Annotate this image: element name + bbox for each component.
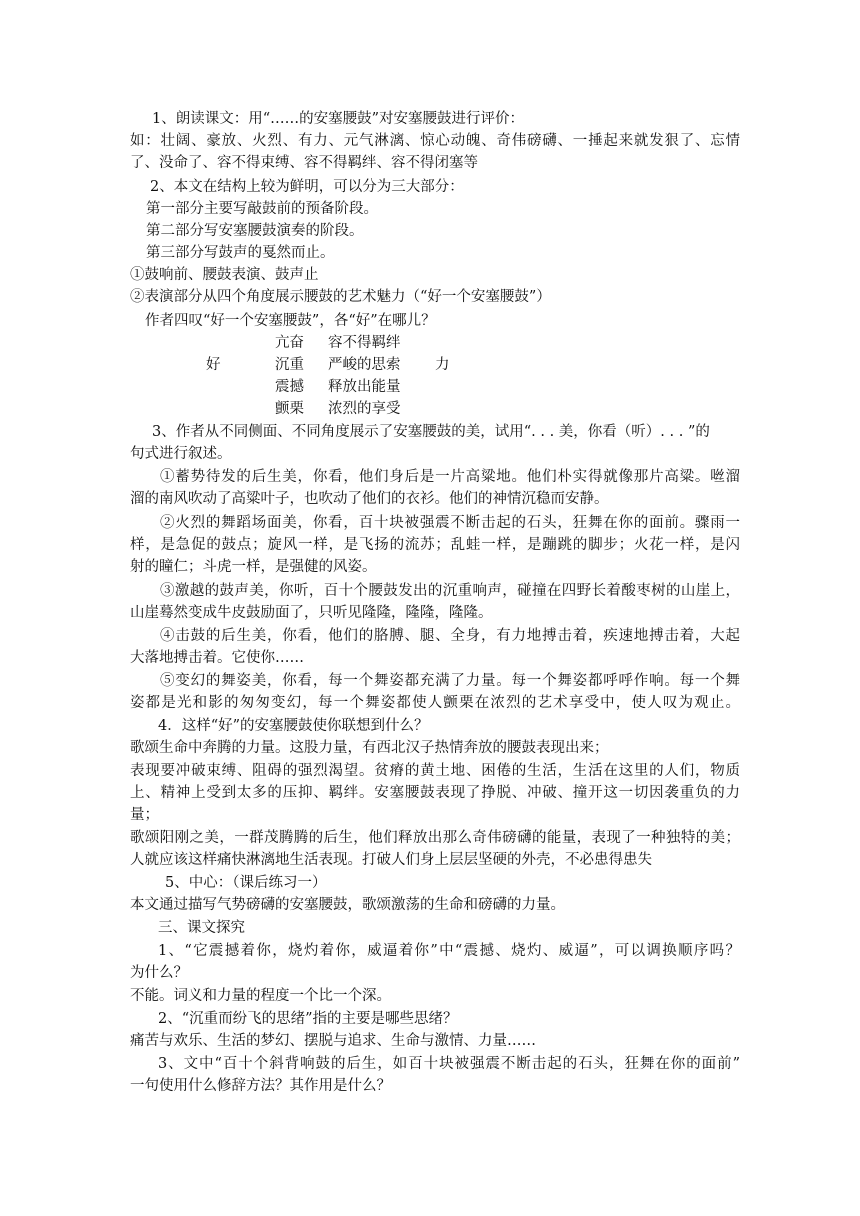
item-1-line-1: ①蓄势待发的后生美，你看，他们身后是一片高粱地。他们朴实得就像那片高粱。咝溜 <box>160 469 740 485</box>
item-2-line-1: ②火烈的舞蹈场面美，你看，百十块被强震不断击起的石头，狂舞在你的面前。骤雨一 <box>160 515 740 531</box>
item-4-line-1: ④击鼓的后生美，你看，他们的胳膊、腿、全身，有力地搏击着，疾速地搏击着，大起 <box>160 628 740 644</box>
explore-q1-line-1: 1、“它震撼着你，烧灼着你，威逼着你”中“震撼、烧灼、威逼”，可以调换顺序吗？ <box>158 943 740 959</box>
explore-q3-line-1: 3、文中“百十个斜背响鼓的后生，如百十块被强震不断击起的石头，狂舞在你的面前” <box>158 1056 740 1072</box>
association-answer-2-line-3: 量； <box>130 807 159 823</box>
good-row-4-desc: 浓烈的享受 <box>328 401 401 417</box>
good-row-2-term: 沉重 <box>275 357 304 373</box>
item-4-line-2: 大落地搏击着。它使你…… <box>130 650 304 666</box>
item-2-line-2: 样，是急促的鼓点；旋风一样，是飞扬的流苏；乱蛙一样，是蹦跳的脚步；火花一样，是闪 <box>130 537 740 553</box>
item-2-line-3: 射的瞳仁；斗虎一样，是强健的风姿。 <box>130 559 377 575</box>
association-answer-1: 歌颂生命中奔腾的力量。这股力量，有西北汉子热情奔放的腰鼓表现出来； <box>130 740 609 756</box>
structure-title: 2、本文在结构上较为鲜明，可以分为三大部分： <box>150 179 464 195</box>
association-answer-2-line-2: 上、精神上受到太多的压抑、羁绊。安塞腰鼓表现了挣脱、冲破、撞开这一切因袭重负的力 <box>130 785 740 801</box>
center-text: 本文通过描写气势磅礴的安塞腰鼓，歌颂激荡的生命和磅礴的力量。 <box>130 897 565 913</box>
structure-part-2: 第二部分写安塞腰鼓演奏的阶段。 <box>146 223 364 239</box>
structure-summary-1: ①鼓响前、腰鼓表演、鼓声止 <box>130 267 319 283</box>
good-row-3-desc: 释放出能量 <box>328 379 401 395</box>
good-row-3-term: 震撼 <box>275 379 304 395</box>
association-answer-3-line-1: 歌颂阳刚之美，一群茂腾腾的后生，他们释放出那么奇伟磅礴的能量，表现了一种独特的美； <box>130 830 740 846</box>
explore-heading: 三、课文探究 <box>158 920 245 936</box>
good-row-2-desc: 严峻的思索 <box>328 357 401 373</box>
structure-part-3: 第三部分写鼓声的戛然而止。 <box>146 245 335 261</box>
item-5-line-1: ⑤变幻的舞姿美，你看，每一个舞姿都充满了力量。每一个舞姿都呼呼作响。每一个舞 <box>160 673 740 689</box>
item-3-line-2: 山崖蓦然变成牛皮鼓励面了，只听见隆隆，隆隆，隆隆。 <box>130 605 493 621</box>
item-3-line-1: ③激越的鼓声美，你听，百十个腰鼓发出的沉重响声，碰撞在四野长着酸枣树的山崖上， <box>160 583 740 599</box>
explore-q1-line-2: 为什么？ <box>130 965 188 981</box>
structure-summary-2: ②表演部分从四个角度展示腰鼓的艺术魅力（“好一个安塞腰鼓”） <box>130 289 551 305</box>
power-label: 力 <box>435 357 450 373</box>
good-row-1-desc: 容不得羁绊 <box>328 335 401 351</box>
angles-question-line-1: 3、作者从不同侧面、不同角度展示了安塞腰鼓的美，试用“. . . 美，你看（听）. . . ”的 <box>152 424 710 440</box>
center-title: 5、中心：（课后练习一） <box>165 875 327 891</box>
evaluation-words-line-1: 如：壮阔、豪放、火烈、有力、元气淋漓、惊心动魄、奇伟磅礴、一捶起来就发狠了、忘情 <box>130 133 740 149</box>
explore-q3-line-2: 一句使用什么修辞方法？其作用是什么？ <box>130 1078 391 1094</box>
evaluation-words-line-2: 了、没命了、容不得束缚、容不得羁绊、容不得闭塞等 <box>130 155 478 171</box>
good-row-1-term: 亢奋 <box>275 335 304 351</box>
item-5-line-2: 姿都是光和影的匆匆变幻，每一个舞姿都使人颤栗在浓烈的艺术享受中，使人叹为观止。 <box>130 695 740 711</box>
four-praises-question: 作者四叹“好一个安塞腰鼓”，各“好”在哪儿？ <box>145 313 436 329</box>
structure-part-1: 第一部分主要写敲鼓前的预备阶段。 <box>146 201 378 217</box>
association-question: 4．这样“好”的安塞腰鼓使你联想到什么？ <box>158 718 429 734</box>
association-answer-3-line-2: 人就应该这样痛快淋漓地生活表现。打破人们身上层层坚硬的外壳，不必患得患失 <box>130 852 652 868</box>
angles-question-line-2: 句式进行叙述。 <box>130 446 232 462</box>
explore-q2: 2、“沉重而纷飞的思绪”指的主要是哪些思绪？ <box>158 1011 458 1027</box>
item-1-line-2: 溜的南风吹动了高粱叶子，也吹动了他们的衣衫。他们的神情沉稳而安静。 <box>130 491 609 507</box>
explore-a2: 痛苦与欢乐、生活的梦幻、摆脱与追求、生命与激情、力量…… <box>130 1033 536 1049</box>
association-answer-2-line-1: 表现要冲破束缚、阻碍的强烈渴望。贫瘠的黄土地、困倦的生活，生活在这里的人们，物质 <box>130 763 740 779</box>
explore-a1: 不能。词义和力量的程度一个比一个深。 <box>130 988 391 1004</box>
good-row-4-term: 颤栗 <box>275 401 304 417</box>
reading-instruction: 1、朗读课文：用“……的安塞腰鼓”对安塞腰鼓进行评价： <box>152 111 525 127</box>
good-label: 好 <box>206 357 221 373</box>
